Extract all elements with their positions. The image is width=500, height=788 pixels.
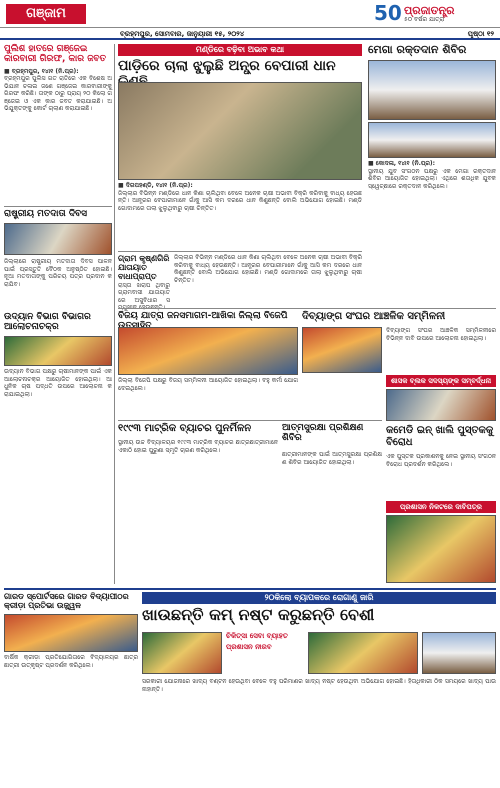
body-text: ବାର୍ଷିକ କ୍ରୀଡ଼ା ପ୍ରତିଯୋଗିତାରେ ବିଦ୍ୟାଳୟର ଛାତ୍ରଛାତ୍ରୀ ଉତ୍କୃଷ୍ଟ ପ୍ରଦର୍ଶନ କରିଥିଲେ। [4, 654, 138, 669]
newspaper-logo [374, 2, 494, 24]
story-sports [4, 654, 138, 784]
story-blood [368, 160, 496, 248]
lead-kicker: ମଣ୍ଡିରେ ବଢ଼ିବା ଅଭାବ କଥା [118, 44, 362, 56]
headline: ଉଦ୍ୟାନ ବିଭାଗ ବିଭାଗର ଆଲୋଚନାଚକ୍ର [4, 312, 91, 333]
body-text: ଜିଲ୍ଲା ବିଜେପି ପକ୍ଷରୁ ବିଜୟ ସମ୍ମିଳନୀ ଆୟୋଜିତ ହୋଇଥିଲା। ବହୁ କର୍ମୀ ଯୋଗଦେଇଥିଲେ। [118, 377, 298, 392]
story-kamedi [386, 453, 496, 499]
dibya-headline-box [302, 311, 496, 325]
headline: ୧୯୯୩ ମାଟ୍ରିକ ବ୍ୟାଚର ପୁନର୍ମିଳନ [118, 423, 252, 434]
body-text: ସରକାରୀ ଯୋଜନାରେ ଖାଦ୍ୟ ବଣ୍ଟନ ହେଉଥିବା ବେଳେ ବହୁ ପରିମାଣର ଖାଦ୍ୟ ନଷ୍ଟ ହେଉଥିବା ଅଭିଯୋଗ ହୋଇଛି। ହିତାଧିକାରୀ ଠିକ ସମୟରେ ଖାଦ୍ୟ ପାଉନାହାନ୍ତି। [142, 678, 496, 693]
lead-body-box [118, 182, 362, 248]
story-left-top [4, 44, 112, 204]
dibya-tag: ଶାସକ ବ୍ଲକ ସଦସ୍ୟଙ୍କ ସମ୍ବର୍ଦ୍ଧନା [386, 375, 496, 387]
body-text: ଦିବ୍ୟାଙ୍ଗ ସଂଘର ଆଞ୍ଚଳିକ ସମ୍ମିଳନୀରେ ବିଭିନ୍ନ ଦାବି ଉପରେ ଆଲୋଚନା ହୋଇଥିଲା। [386, 327, 496, 342]
story-udyan [4, 368, 112, 584]
headline: ଦିବ୍ୟାଙ୍ଗ ସଂଘର ଆଞ୍ଚଳିକ ସମ୍ମିଳନୀ [302, 311, 446, 322]
photo-udyan [4, 336, 112, 366]
udyan-headline-box [4, 312, 112, 334]
logo-fifty: 50 [374, 1, 402, 25]
section-title: ଗଞ୍ଜାମ [6, 4, 86, 24]
kamedi-tag: ପ୍ରଶାସନ ନିକଟରେ ଦାବିପତ୍ର [386, 501, 496, 513]
masthead [0, 0, 500, 28]
atmasuraksha-headline-box [282, 423, 382, 449]
headline: ବିଜୟ ଯାତ୍ରା ଜନସମାଗମ-ଆଖିକା ଜିଲ୍ଲା ବିଜେପି [118, 311, 288, 321]
body-text: ରାସ୍ତା ଖରାପ ଥିବାରୁ ଗ୍ରାମବାସୀ ଯାତାୟାତରେ ଅସୁବିଧାର ସ [118, 281, 170, 304]
photo-dibyang-meet [302, 327, 382, 373]
subhead-1: ଚିକିତ୍ସା ସେବା ବ୍ୟାହତ [226, 632, 288, 640]
gram-story [118, 254, 170, 304]
headline: ପୁଲିଶ ହାତରେ ଗଞ୍ଜେଇ କାରବାରୀ ଗିରଫ, କାର ଜବତ [4, 44, 106, 65]
photo-person [422, 632, 496, 674]
dateline [0, 28, 500, 40]
rashtriya-headline-box [4, 209, 112, 221]
photo-food-2 [308, 632, 418, 674]
gram-more [174, 254, 362, 304]
photo-bjp-meeting [118, 327, 298, 375]
lead-headline-box [118, 58, 362, 80]
byline: ■ କୋଦଳା, ୧୪ା୧ (ନି.ପ୍ର): [368, 160, 436, 167]
story-matric [118, 439, 278, 583]
photo-felicitation [386, 389, 496, 421]
headline: ମେଗା ରକ୍ତଦାନ ଶିବିର [368, 43, 467, 56]
body-text: ଏକ ପୁସ୍ତକ ପ୍ରକାଶନକୁ ନେଇ ସ୍ଥାନୀୟ ସଂଗଠନ ବିରୋଧ ପ୍ରଦର୍ଶନ କରିଥିଲେ। [386, 453, 496, 468]
photo-sports [4, 614, 138, 652]
photo-rashtriya [4, 223, 112, 255]
photo-protest [386, 515, 496, 583]
paper-name: ପ୍ରଜାତନ୍ତ୍ର [404, 4, 455, 17]
headline: ଆତ୍ମସୁରକ୍ଷା ପ୍ରଶିକ୍ଷଣ ଶିବିର [282, 423, 364, 444]
body-text: ଜିଲ୍ଲାର ବିଭିନ୍ନ ମଣ୍ଡିରେ ଧାନ କିଣା ଚାଲିଥିବା ବେଳେ ଅନେକ ଚାଷୀ ଅଭାବୀ ବିକ୍ରି କରିବାକୁ ବାଧ୍ୟ ହେଉଛନ୍ତି। ଆନ୍ଧ୍ରର ବେପାରୀମାନେ ଗାଁକୁ ଆସି କମ ଦରରେ ଧାନ କିଣୁଛନ୍ତି ବୋଲି ଅଭିଯୋଗ ହୋଇଛି। ମଣ୍ଡି ଗୋଦାମରେ ତାଲା ଝୁଲୁଥିବାରୁ ଚାଷୀ ଚିନ୍ତିତ। [174, 254, 362, 284]
photo-blood-camp [368, 60, 496, 120]
bottom-headline-box [142, 606, 496, 628]
byline: ■ ବ୍ରହ୍ମପୁର, ୧୪ା୧ (ନି.ପ୍ର): [4, 67, 79, 75]
story-bottom [142, 678, 496, 784]
body-text: ବ୍ରହ୍ମପୁର ପୁଲିସ ଗତ ରାତିରେ ଏକ ବିଶେଷ ଅଭିଯାନ ଚଳାଇ ଜଣେ ଗଞ୍ଜେଇ କାରବାରୀଙ୍କୁ ଗିରଫ କରିଛି। ତାଙ୍କ ଠାରୁ ପ୍ରାୟ ୨୦ କିଲୋ ଗଞ୍ଜେଇ ଓ ଏକ କାର ଜବତ କରାଯାଇଛି। ଅଭିଯୁକ୍ତଙ୍କୁ କୋର୍ଟ ଚାଲାଣ କରାଯାଇଛି। [4, 75, 112, 113]
photo-blood-donors [368, 122, 496, 158]
body-text: ଛାତ୍ରୀମାନଙ୍କ ପାଇଁ ଆତ୍ମସୁରକ୍ଷା ପ୍ରଶିକ୍ଷଣ ଶିବିର ଆୟୋଜିତ ହୋଇଥିଲା। [282, 451, 382, 466]
blood-headline-box [368, 44, 496, 58]
bottom-headline: ଖାଉଛନ୍ତି କମ୍ ନଷ୍ଟ କରୁଛନ୍ତି ବେଶୀ [142, 605, 375, 624]
body-text: ସ୍ଥାନୀୟ ଯୁବ ସଂଗଠନ ପକ୍ଷରୁ ଏକ ମେଗା ରକ୍ତଦାନ ଶିବିର ଆୟୋଜିତ ହୋଇଥିଲା। ଏଥିରେ ଶତାଧିକ ଯୁବକ ସ୍ୱେଚ୍ଛାରେ ରକ୍ତଦାନ କରିଥିଲେ। [368, 167, 496, 190]
bottom-subheads [226, 632, 304, 674]
page-number: ପୃଷ୍ଠା ୧୨ [467, 30, 494, 38]
story-bijay [118, 377, 298, 417]
logo-subtitle: ୫୦ ବର୍ଷର ଯାତ୍ରା [404, 16, 445, 23]
body-text: ସ୍ଥାନୀୟ ଉଚ୍ଚ ବିଦ୍ୟାଳୟର ୧୯୯୩ ମାଟ୍ରିକ ବ୍ୟାଚର ଛାତ୍ରଛାତ୍ରୀମାନେ ଏକାଠି ହୋଇ ପୁରୁଣା ସ୍ମୃତି ଚାରଣ କରିଥିଲେ। [118, 439, 278, 454]
body-text: ଜିଲ୍ଲାରେ ରାଷ୍ଟ୍ରୀୟ ମତଦାତା ଦିବସ ପାଳନ ପାଇଁ ପ୍ରସ୍ତୁତି ବୈଠକ ଅନୁଷ୍ଠିତ ହୋଇଛି। ନୂଆ ମତଦାତାଙ୍କୁ ପରିଚୟ ପତ୍ର ପ୍ରଦାନ କରାଯିବ। [4, 258, 112, 288]
kamedi-headline-box [386, 425, 496, 451]
story-dibya [386, 327, 496, 373]
headline: ରାଷ୍ଟ୍ରୀୟ ମତଦାତା ଦିବସ [4, 209, 88, 219]
body-text: ଜିଲ୍ଲାର ବିଭିନ୍ନ ମଣ୍ଡିରେ ଧାନ କିଣା ଚାଲିଥିବା ବେଳେ ଅନେକ ଚାଷୀ ଅଭାବୀ ବିକ୍ରି କରିବାକୁ ବାଧ୍ୟ ହେଉଛନ୍ତି। ଆନ୍ଧ୍ରର ବେପାରୀମାନେ ଗାଁକୁ ଆସି କମ ଦରରେ ଧାନ କିଣୁଛନ୍ତି ବୋଲି ଅଭିଯୋଗ ହୋଇଛି। ମଣ୍ଡି ଗୋଦାମରେ ତାଲା ଝୁଲୁଥିବାରୁ ଚାଷୀ ଚିନ୍ତିତ। [118, 189, 362, 212]
bottom-kicker: ୨୦କିଲୋ ବ୍ୟାପକରେ ରୋଗାଣୁ ଜାରି [142, 592, 496, 604]
photo-lead-paddy [118, 82, 362, 180]
lead-headline: ପାଡ଼ିରେ ଚାଲା ଝୁଲୁଛି ଅନ୍ଧ୍ର ବେପାରୀ ଧାନ [118, 58, 336, 74]
subhead-2: ପ୍ରଶାସନ ନୀରବ [226, 643, 272, 652]
headline: ଗ୍ରାମ କୃଷ୍ଣଗିରି ଯାତାୟାତ ବାଧାପ୍ରାପ୍ତ [118, 254, 170, 282]
bijay-headline-box [118, 311, 298, 325]
date-text: ବ୍ରହ୍ମପୁର, ସୋମବାର, ଜାନୁୟାରୀ ୧୫, ୨୦୨୪ [120, 30, 245, 38]
matric-headline-box [118, 423, 278, 437]
sports-headline-box [4, 592, 138, 612]
headline: କମେଡି ଇନ୍ ଖାଲି ପୁସ୍ତକକୁ ବିରୋଧ [386, 425, 494, 448]
story-atmasuraksha [282, 451, 382, 583]
byline: ■ ଦିଗପହଣ୍ଡି, ୧୪ା୧ (ନି.ପ୍ର): [118, 182, 193, 189]
headline: ଗାରଡ ସ୍ପୋର୍ଟସରେ ଗାରଡ ବିଦ୍ୟାପୀଠର କ୍ରୀଡ଼ା ପ୍ରତିଭା ଉଜ୍ଜ୍ୱଳ [4, 592, 129, 611]
story-rashtriya [4, 258, 112, 310]
body-text: ଉଦ୍ୟାନ ବିଭାଗ ପକ୍ଷରୁ ଚାଷୀମାନଙ୍କ ପାଇଁ ଏକ ଆଲୋଚନାଚକ୍ର ଆୟୋଜିତ ହୋଇଥିଲା। ଆଧୁନିକ ଚାଷ ପଦ୍ଧତି ଉପରେ ଆଲୋଚନା କରାଯାଇଥିଲା। [4, 368, 112, 398]
photo-food-1 [142, 632, 222, 674]
